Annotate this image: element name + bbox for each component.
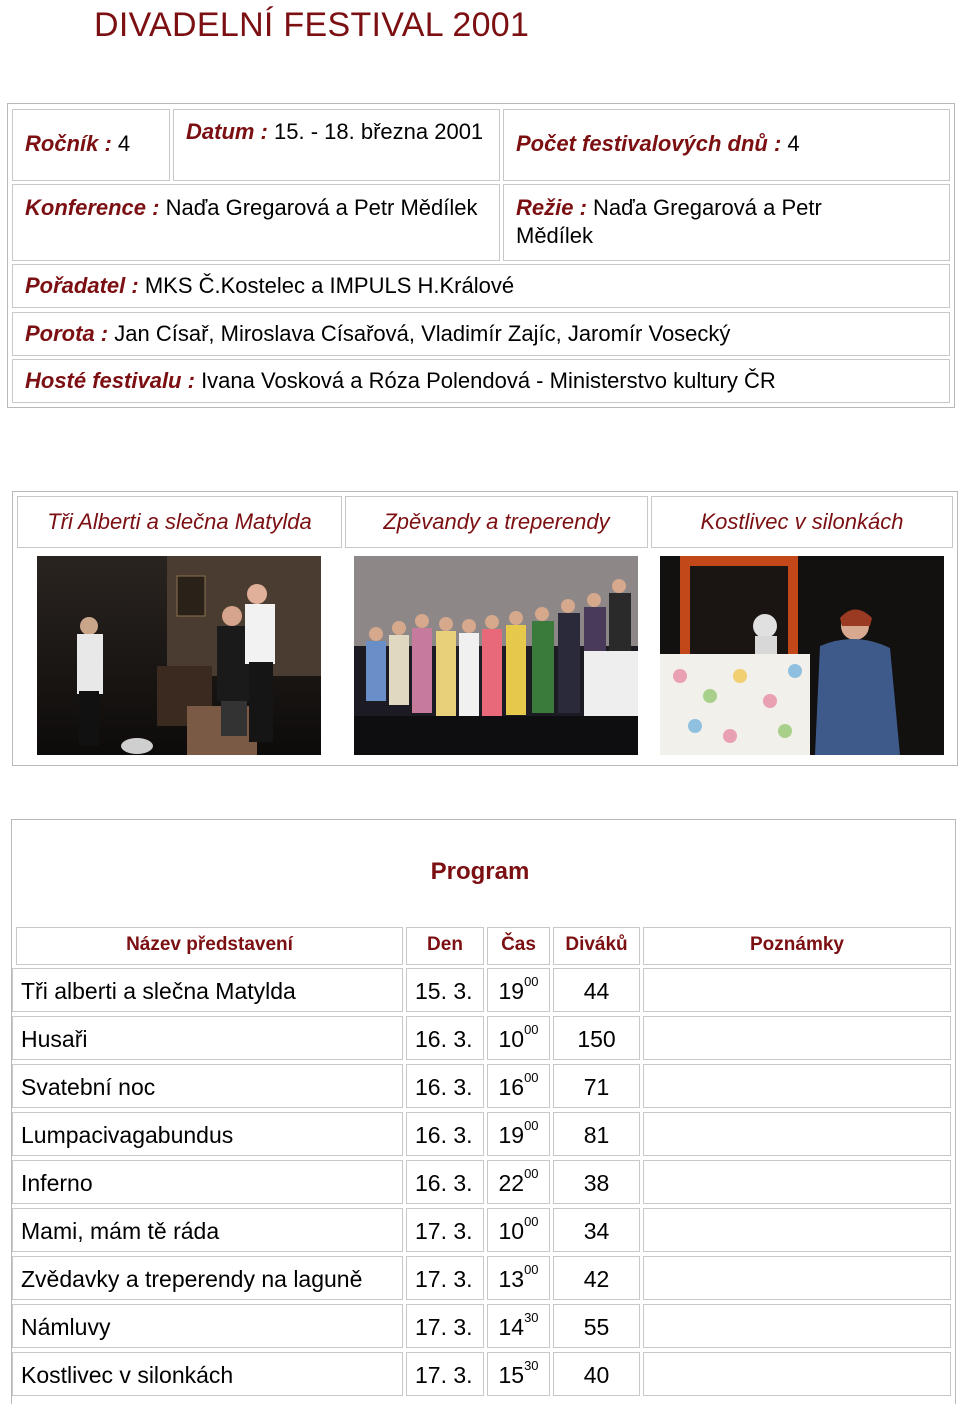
cell-day: 17. 3. <box>406 1256 484 1300</box>
cell-name: Lumpacivagabundus <box>12 1112 403 1156</box>
time-hour: 22 <box>498 1170 525 1196</box>
cell-name: Svatební noc <box>12 1064 403 1108</box>
cell-viewers: 150 <box>553 1016 640 1060</box>
porota-cell <box>12 312 950 356</box>
cell-name: Kostlivec v silonkách <box>12 1352 403 1396</box>
cell-notes <box>643 1304 951 1348</box>
poradatel-label: Pořadatel : <box>25 273 139 298</box>
time-minutes: 00 <box>524 1166 539 1181</box>
time-minutes: 30 <box>524 1358 539 1373</box>
cell-time <box>487 1112 550 1156</box>
time-minutes: 00 <box>524 1070 539 1085</box>
rezie-label: Režie : <box>516 195 587 220</box>
cell-viewers: 42 <box>553 1256 640 1300</box>
cell-viewers: 38 <box>553 1160 640 1204</box>
cell-notes <box>643 1016 951 1060</box>
photo-zpevandy <box>354 556 638 755</box>
konference-value: Naďa Gregarová a Petr Mědílek <box>165 195 478 220</box>
header-time: Čas <box>487 927 550 965</box>
cell-name: Tři alberti a slečna Matylda <box>12 968 403 1012</box>
cell-notes <box>643 968 951 1012</box>
photo-tri-alberti <box>37 556 321 755</box>
time-minutes: 00 <box>524 1118 539 1133</box>
cell-notes <box>643 1208 951 1252</box>
header-name: Název představení <box>16 927 403 965</box>
cell-viewers: 55 <box>553 1304 640 1348</box>
photo-caption-2: Zpěvandy a treperendy <box>345 496 648 548</box>
cell-day: 16. 3. <box>406 1160 484 1204</box>
time-hour: 14 <box>498 1314 525 1340</box>
time-minutes: 00 <box>524 1262 539 1277</box>
header-notes: Poznámky <box>643 927 951 965</box>
cell-notes <box>643 1352 951 1396</box>
time-minutes: 00 <box>524 1214 539 1229</box>
rocnik-label: Ročník : <box>25 131 112 156</box>
time-minutes: 30 <box>524 1310 539 1325</box>
page-title: DIVADELNÍ FESTIVAL 2001 <box>94 6 530 44</box>
cell-name: Zvědavky a treperendy na laguně <box>12 1256 403 1300</box>
cell-viewers: 81 <box>553 1112 640 1156</box>
rezie-value: Naďa Gregarová a Petr Mědílek <box>516 195 822 248</box>
cell-time <box>487 1160 550 1204</box>
header-day: Den <box>406 927 484 965</box>
hoste-value: Ivana Vosková a Róza Polendová - Ministerstvo kultury ČR <box>201 368 776 393</box>
cell-name: Husaři <box>12 1016 403 1060</box>
cell-time <box>487 1256 550 1300</box>
cell-day: 17. 3. <box>406 1304 484 1348</box>
time-hour: 13 <box>498 1266 525 1292</box>
photo-kostlivec <box>660 556 944 755</box>
rocnik-cell <box>12 109 170 181</box>
datum-cell <box>173 109 500 181</box>
cell-viewers: 40 <box>553 1352 640 1396</box>
cell-name: Inferno <box>12 1160 403 1204</box>
cell-time <box>487 1064 550 1108</box>
konference-cell <box>12 184 500 261</box>
cell-viewers: 44 <box>553 968 640 1012</box>
pocet-value: 4 <box>787 131 800 156</box>
cell-name: Mami, mám tě ráda <box>12 1208 403 1252</box>
rocnik-value: 4 <box>117 131 131 156</box>
cell-notes <box>643 1160 951 1204</box>
porota-value: Jan Císař, Miroslava Císařová, Vladimír Zajíc, Jaromír Vosecký <box>114 321 731 346</box>
cell-day: 16. 3. <box>406 1064 484 1108</box>
cell-time <box>487 1304 550 1348</box>
time-hour: 10 <box>498 1218 525 1244</box>
photo-caption-1: Tři Alberti a slečna Matylda <box>17 496 342 548</box>
hoste-label: Hosté festivalu : <box>25 368 195 393</box>
porota-label: Porota : <box>25 321 109 346</box>
cell-notes <box>643 1112 951 1156</box>
cell-day: 16. 3. <box>406 1112 484 1156</box>
datum-value: 15. - 18. března 2001 <box>274 119 484 144</box>
datum-label: Datum : <box>186 119 268 144</box>
cell-viewers: 34 <box>553 1208 640 1252</box>
cell-day: 17. 3. <box>406 1208 484 1252</box>
konference-label: Konference : <box>25 195 160 220</box>
program-title: Program <box>430 858 530 885</box>
cell-viewers: 71 <box>553 1064 640 1108</box>
cell-time <box>487 968 550 1012</box>
cell-time <box>487 1208 550 1252</box>
cell-day: 17. 3. <box>406 1352 484 1396</box>
cell-notes <box>643 1256 951 1300</box>
header-viewers: Diváků <box>553 927 640 965</box>
time-minutes: 00 <box>524 974 539 989</box>
time-minutes: 00 <box>524 1022 539 1037</box>
time-hour: 10 <box>498 1026 525 1052</box>
cell-notes <box>643 1064 951 1108</box>
poradatel-value: MKS Č.Kostelec a IMPULS H.Králové <box>144 273 515 298</box>
time-hour: 19 <box>498 1122 525 1148</box>
pocet-cell <box>503 109 950 181</box>
pocet-label: Počet festivalových dnů : <box>516 131 782 156</box>
cell-time <box>487 1016 550 1060</box>
poradatel-cell <box>12 264 950 308</box>
cell-time <box>487 1352 550 1396</box>
cell-name: Námluvy <box>12 1304 403 1348</box>
time-hour: 15 <box>498 1362 525 1388</box>
rezie-cell <box>503 184 950 261</box>
hoste-cell <box>12 359 950 403</box>
photo-caption-3: Kostlivec v silonkách <box>651 496 953 548</box>
time-hour: 19 <box>498 978 525 1004</box>
time-hour: 16 <box>498 1074 525 1100</box>
cell-day: 15. 3. <box>406 968 484 1012</box>
cell-day: 16. 3. <box>406 1016 484 1060</box>
